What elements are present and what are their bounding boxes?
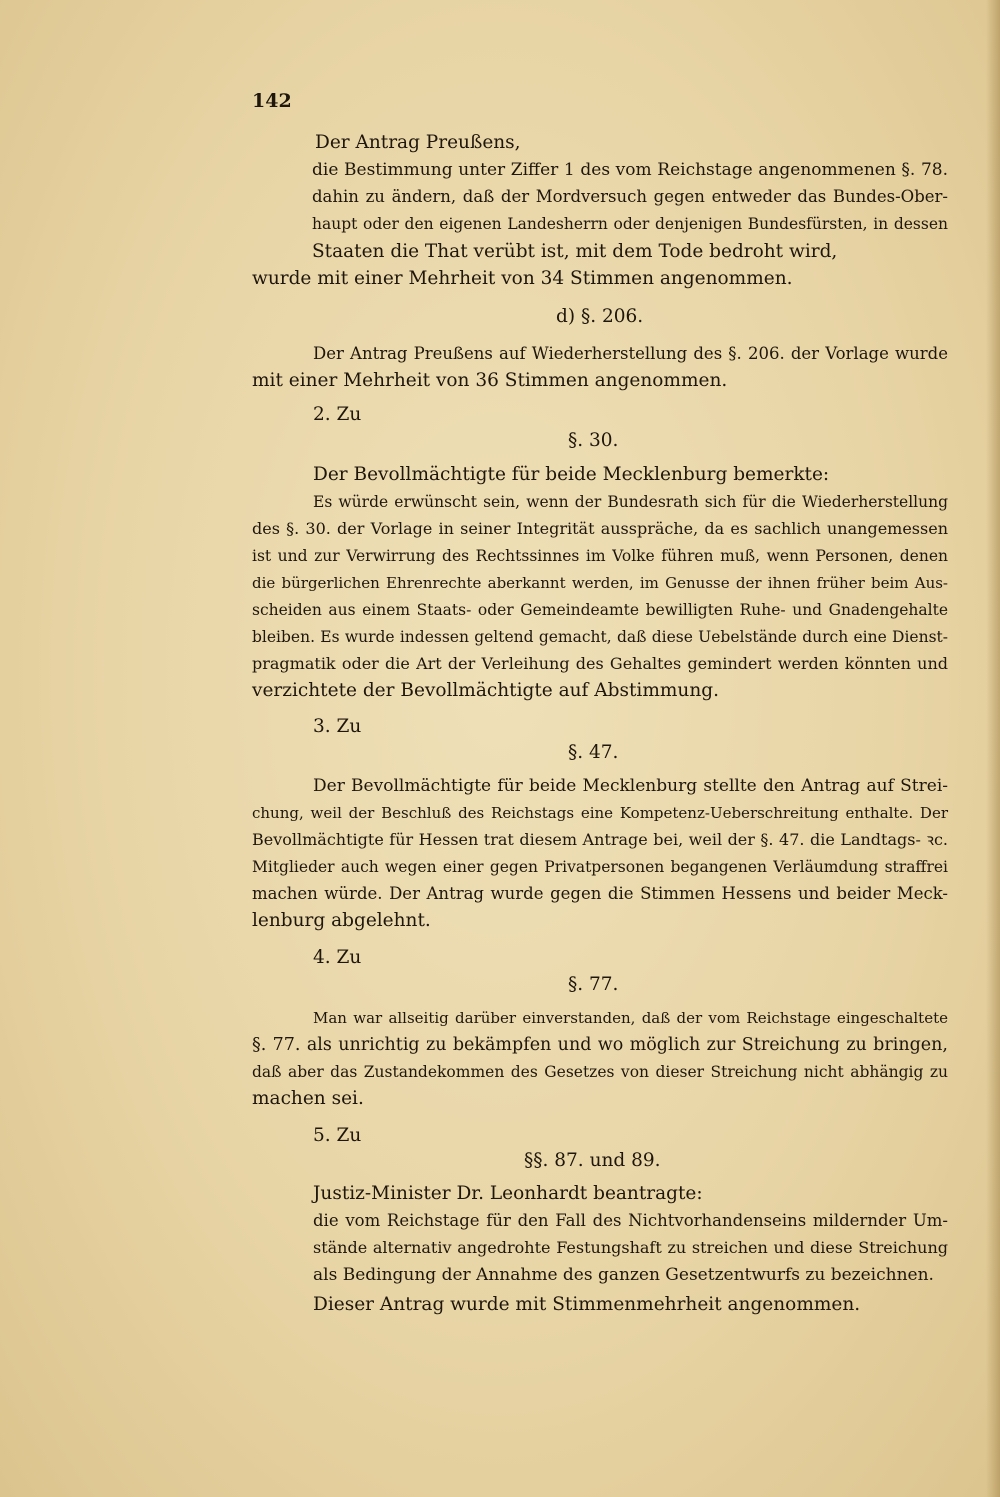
text-line: verzichtete der Bevollmächtigte auf Abstimmung. (252, 680, 719, 701)
page-number: 142 (252, 90, 292, 112)
text-line: machen sei. (252, 1088, 364, 1109)
text-line: lenburg abgelehnt. (252, 910, 431, 931)
text-line: ist und zur Verwirrung des Rechtssinnes im Volke führen muß, wenn Personen, denen (252, 547, 948, 565)
text-line: des §. 30. der Vorlage in seiner Integrität ausspräche, da es sachlich unangemessen (252, 519, 948, 538)
text-line: Der Antrag Preußens, (315, 132, 521, 153)
section-heading: §. 47. (568, 742, 619, 763)
text-line: stände alternativ angedrohte Festungshaft zu streichen und diese Streichung (313, 1238, 948, 1257)
text-line: mit einer Mehrheit von 36 Stimmen angenommen. (252, 370, 728, 391)
text-line: §. 77. als unrichtig zu bekämpfen und wo möglich zur Streichung zu bringen, (252, 1035, 948, 1055)
text-line: Justiz-Minister Dr. Leonhardt beantragte: (313, 1183, 703, 1204)
section-heading: §. 30. (568, 430, 619, 451)
text-line: haupt oder den eigenen Landesherrn oder denjenigen Bundesfürsten, in dessen (312, 215, 948, 233)
text-line: Dieser Antrag wurde mit Stimmenmehrheit angenommen. (313, 1294, 861, 1315)
text-line: machen würde. Der Antrag wurde gegen die Stimmen Hessens und beider Meck- (252, 884, 948, 903)
text-line: daß aber das Zustandekommen des Gesetzes von dieser Streichung nicht abhängig zu (252, 1063, 948, 1081)
section-heading: §§. 87. und 89. (524, 1150, 661, 1171)
section-number: 4. Zu (313, 947, 362, 968)
text-line: dahin zu ändern, daß der Mordversuch gegen entweder das Bundes-Ober- (312, 187, 948, 206)
section-number: 3. Zu (313, 716, 362, 737)
text-line: die Bestimmung unter Ziffer 1 des vom Reichstage angenommenen §. 78. (312, 160, 948, 180)
text-line: pragmatik oder die Art der Verleihung des Gehaltes gemindert werden könnten und (252, 654, 948, 673)
text-line: Der Bevollmächtigte für beide Mecklenburg stellte den Antrag auf Strei- (313, 776, 948, 796)
text-line: Staaten die That verübt ist, mit dem Tode bedroht wird, (312, 241, 838, 262)
text-line: bleiben. Es wurde indessen geltend gemacht, daß diese Uebelstände durch eine Dienst- (252, 628, 948, 646)
page-edge-shadow (986, 0, 1000, 1497)
text-line: die vom Reichstage für den Fall des Nichtvorhandenseins mildernder Um- (313, 1211, 948, 1230)
text-line: Bevollmächtigte für Hessen trat diesem Antrage bei, weil der §. 47. die Landtags- ꝛc. (252, 830, 948, 849)
text-line: als Bedingung der Annahme des ganzen Gesetzentwurfs zu bezeichnen. (313, 1265, 934, 1285)
text-line: Der Antrag Preußens auf Wiederherstellung des §. 206. der Vorlage wurde (313, 344, 948, 363)
section-number: 2. Zu (313, 404, 362, 425)
text-line: scheiden aus einem Staats- oder Gemeindeamte bewilligten Ruhe- und Gnadengehalte (252, 601, 948, 619)
text-line: Man war allseitig darüber einverstanden, daß der vom Reichstage eingeschaltete (313, 1009, 948, 1027)
text-line: Es würde erwünscht sein, wenn der Bundesrath sich für die Wiederherstellung (313, 493, 948, 511)
text-line: Der Bevollmächtigte für beide Mecklenburg bemerkte: (313, 464, 830, 485)
text-line: die bürgerlichen Ehrenrechte aberkannt werden, im Genusse der ihnen früher beim Aus- (252, 574, 948, 592)
section-heading: d) §. 206. (556, 306, 644, 327)
text-line: wurde mit einer Mehrheit von 34 Stimmen angenommen. (252, 268, 793, 289)
text-line: chung, weil der Beschluß des Reichstags eine Kompetenz-Ueberschreitung enthalte. Der (252, 804, 948, 822)
text-line: Mitglieder auch wegen einer gegen Privatpersonen begangenen Verläumdung straffrei (252, 858, 948, 876)
section-number: 5. Zu (313, 1125, 362, 1146)
section-heading: §. 77. (568, 974, 619, 995)
